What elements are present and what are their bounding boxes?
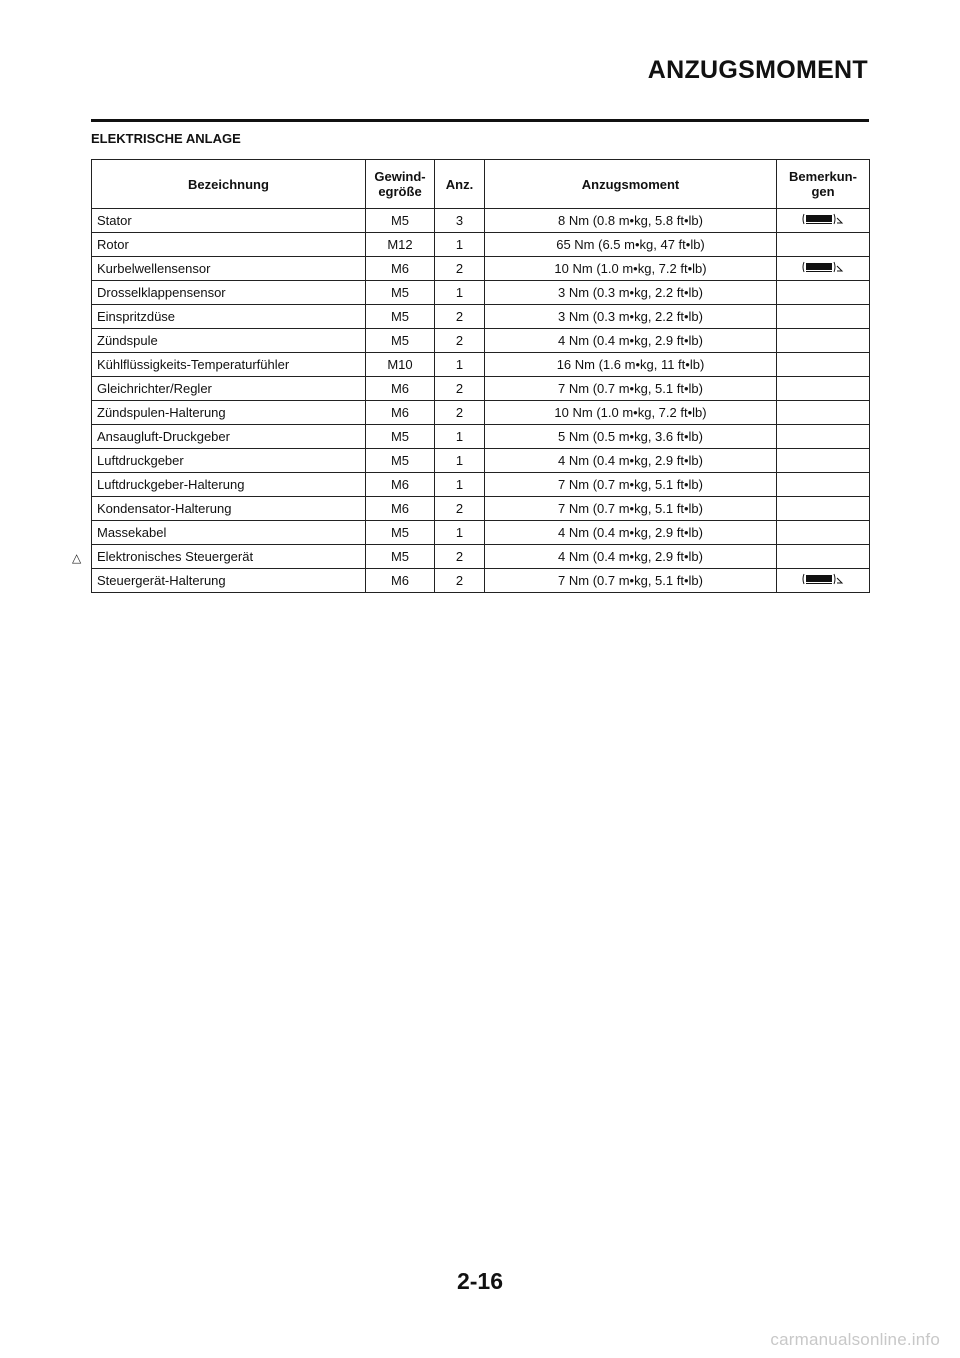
cell-anzugsmoment: 7 Nm (0.7 m•kg, 5.1 ft•lb): [485, 569, 777, 593]
header-divider: [91, 119, 869, 122]
cell-anzahl: 1: [435, 449, 485, 473]
table-header-row: [92, 160, 870, 209]
cell-bezeichnung: Rotor: [92, 233, 366, 257]
thread-locker-icon: [801, 212, 845, 229]
cell-anzahl: 2: [435, 401, 485, 425]
cell-bemerkungen: [777, 401, 870, 425]
cell-bezeichnung: Elektronisches Steuergerät: [92, 545, 366, 569]
table-row: [92, 377, 870, 401]
column-header-bemerkungen-line2: gen: [811, 184, 835, 199]
cell-bezeichnung: Zündspule: [92, 329, 366, 353]
cell-bezeichnung: Stator: [92, 209, 366, 233]
thread-locker-icon: [801, 572, 845, 589]
table-row: [92, 425, 870, 449]
cell-anzugsmoment: 5 Nm (0.5 m•kg, 3.6 ft•lb): [485, 425, 777, 449]
table-row: [92, 497, 870, 521]
table-row: [92, 545, 870, 569]
cell-gewindegroesse: M5: [366, 545, 435, 569]
cell-bemerkungen: [777, 281, 870, 305]
cell-bezeichnung: Zündspulen-Halterung: [92, 401, 366, 425]
table-row: [92, 257, 870, 281]
cell-bemerkungen: [777, 521, 870, 545]
cell-bezeichnung: Steuergerät-Halterung: [92, 569, 366, 593]
cell-bemerkungen: [777, 305, 870, 329]
cell-anzahl: 3: [435, 209, 485, 233]
cell-anzahl: 2: [435, 257, 485, 281]
cell-anzugsmoment: 8 Nm (0.8 m•kg, 5.8 ft•lb): [485, 209, 777, 233]
cell-gewindegroesse: M6: [366, 257, 435, 281]
table-row: [92, 521, 870, 545]
cell-gewindegroesse: M6: [366, 473, 435, 497]
cell-gewindegroesse: M12: [366, 233, 435, 257]
cell-gewindegroesse: M5: [366, 305, 435, 329]
cell-bemerkungen: [777, 449, 870, 473]
cell-gewindegroesse: M6: [366, 497, 435, 521]
cell-anzahl: 1: [435, 233, 485, 257]
column-header-anzahl: Anz.: [435, 160, 485, 209]
cell-bemerkungen: [777, 209, 870, 233]
cell-anzahl: 1: [435, 425, 485, 449]
column-header-bezeichnung: Bezeichnung: [92, 160, 366, 209]
column-header-bemerkungen-line1: Bemerkun-: [789, 169, 857, 184]
column-header-gewindegroesse: [366, 160, 435, 209]
cell-bezeichnung: Luftdruckgeber: [92, 449, 366, 473]
cell-gewindegroesse: M6: [366, 569, 435, 593]
column-header-anzugsmoment: Anzugsmoment: [485, 160, 777, 209]
cell-anzahl: 2: [435, 329, 485, 353]
cell-anzahl: 2: [435, 305, 485, 329]
cell-bezeichnung: Ansaugluft-Druckgeber: [92, 425, 366, 449]
revision-marker-icon: △: [72, 551, 82, 565]
cell-anzugsmoment: 16 Nm (1.6 m•kg, 11 ft•lb): [485, 353, 777, 377]
cell-anzahl: 2: [435, 545, 485, 569]
cell-anzahl: 2: [435, 377, 485, 401]
cell-anzugsmoment: 4 Nm (0.4 m•kg, 2.9 ft•lb): [485, 329, 777, 353]
cell-gewindegroesse: M5: [366, 521, 435, 545]
cell-bemerkungen: [777, 425, 870, 449]
column-header-bemerkungen: [777, 160, 870, 209]
table-row: [92, 401, 870, 425]
cell-bemerkungen: [777, 545, 870, 569]
cell-gewindegroesse: M6: [366, 401, 435, 425]
cell-gewindegroesse: M10: [366, 353, 435, 377]
cell-bemerkungen: [777, 329, 870, 353]
cell-bezeichnung: Kühlflüssigkeits-Temperaturfühler: [92, 353, 366, 377]
cell-anzahl: 1: [435, 281, 485, 305]
cell-bemerkungen: [777, 377, 870, 401]
cell-anzugsmoment: 7 Nm (0.7 m•kg, 5.1 ft•lb): [485, 497, 777, 521]
cell-gewindegroesse: M5: [366, 209, 435, 233]
table-row: [92, 281, 870, 305]
cell-anzugsmoment: 65 Nm (6.5 m•kg, 47 ft•lb): [485, 233, 777, 257]
cell-anzugsmoment: 3 Nm (0.3 m•kg, 2.2 ft•lb): [485, 281, 777, 305]
cell-anzahl: 2: [435, 497, 485, 521]
cell-anzahl: 2: [435, 569, 485, 593]
column-header-gewinde-line1: Gewind-: [374, 169, 426, 184]
table-row: [92, 305, 870, 329]
thread-locker-icon: [801, 260, 845, 277]
cell-gewindegroesse: M5: [366, 425, 435, 449]
cell-anzugsmoment: 10 Nm (1.0 m•kg, 7.2 ft•lb): [485, 401, 777, 425]
cell-anzugsmoment: 10 Nm (1.0 m•kg, 7.2 ft•lb): [485, 257, 777, 281]
table-row: [92, 353, 870, 377]
table-row: [92, 473, 870, 497]
cell-bezeichnung: Massekabel: [92, 521, 366, 545]
table-row: [92, 449, 870, 473]
cell-gewindegroesse: M5: [366, 281, 435, 305]
cell-bemerkungen: [777, 569, 870, 593]
cell-bemerkungen: [777, 353, 870, 377]
cell-bemerkungen: [777, 233, 870, 257]
section-title: ELEKTRISCHE ANLAGE: [91, 131, 241, 146]
table-row: [92, 569, 870, 593]
cell-anzugsmoment: 4 Nm (0.4 m•kg, 2.9 ft•lb): [485, 521, 777, 545]
cell-bezeichnung: Luftdruckgeber-Halterung: [92, 473, 366, 497]
column-header-gewinde-line2: egröße: [378, 184, 422, 199]
cell-bemerkungen: [777, 257, 870, 281]
cell-anzahl: 1: [435, 353, 485, 377]
cell-anzugsmoment: 4 Nm (0.4 m•kg, 2.9 ft•lb): [485, 449, 777, 473]
page-number: 2-16: [456, 1268, 504, 1294]
cell-anzugsmoment: 4 Nm (0.4 m•kg, 2.9 ft•lb): [485, 545, 777, 569]
cell-gewindegroesse: M6: [366, 377, 435, 401]
cell-bemerkungen: [777, 497, 870, 521]
cell-anzahl: 1: [435, 521, 485, 545]
torque-table: [91, 159, 870, 593]
watermark: carmanualsonline.info: [770, 1330, 940, 1349]
table-row: [92, 329, 870, 353]
cell-anzugsmoment: 7 Nm (0.7 m•kg, 5.1 ft•lb): [485, 473, 777, 497]
cell-bemerkungen: [777, 473, 870, 497]
page-header-title: ANZUGSMOMENT: [647, 56, 868, 84]
cell-gewindegroesse: M5: [366, 329, 435, 353]
table-row: [92, 233, 870, 257]
cell-bezeichnung: Kondensator-Halterung: [92, 497, 366, 521]
cell-gewindegroesse: M5: [366, 449, 435, 473]
cell-anzahl: 1: [435, 473, 485, 497]
cell-bezeichnung: Einspritzdüse: [92, 305, 366, 329]
table-row: [92, 209, 870, 233]
cell-anzugsmoment: 3 Nm (0.3 m•kg, 2.2 ft•lb): [485, 305, 777, 329]
cell-bezeichnung: Kurbelwellensensor: [92, 257, 366, 281]
cell-bezeichnung: Gleichrichter/Regler: [92, 377, 366, 401]
cell-bezeichnung: Drosselklappensensor: [92, 281, 366, 305]
cell-anzugsmoment: 7 Nm (0.7 m•kg, 5.1 ft•lb): [485, 377, 777, 401]
